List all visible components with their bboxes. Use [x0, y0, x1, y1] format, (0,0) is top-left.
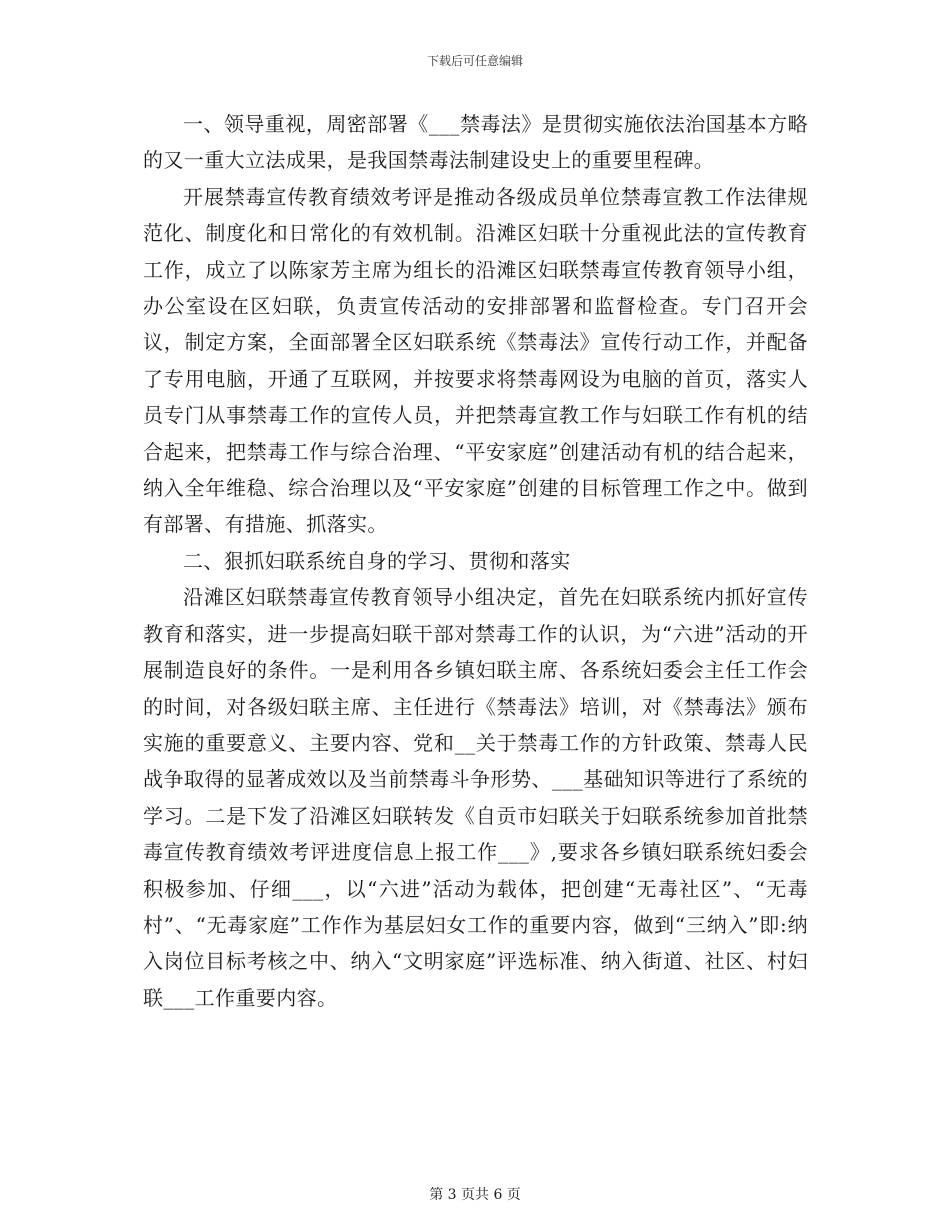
- paragraph-section-two-heading: 二、狠抓妇联系统自身的学习、贯彻和落实: [183, 548, 571, 573]
- document-body: [143, 106, 808, 1016]
- paragraph-internal-study: 沿滩区妇联禁毒宣传教育领导小组决定，首先在妇联系统内抓好宣传教育和落实，进一步提高妇联干部对禁毒工作的认识，为“六进”活动的开展制造良好的条件。一是利用各乡镇妇联主席、各系统妇委会主任工作会的时间，对各级妇联主席、主任进行《禁毒法》培训，对《禁毒法》颁布实施的重要意义、主要内容、党和__关于禁毒工作的方针政策、禁毒人民战争取得的显著成效以及当前禁毒斗争形势、___基础知识等进行了系统的学习。二是下发了沿滩区妇联转发《自贡市妇联关于妇联系统参加首批禁毒宣传教育绩效考评进度信息上报工作___》,要求各乡镇妇联系统妇委会积极参加、仔细___，以“六进”活动为载体，把创建“无毒社区”、“无毒村”、“无毒家庭”工作作为基层妇女工作的重要内容，做到“三纳入”即:纳入岗位目标考核之中、纳入“文明家庭”评选标准、纳入街道、社区、村妇联___工作重要内容。: [143, 585, 808, 1010]
- page-number: 第 3 页共 6 页: [429, 1187, 521, 1203]
- page-header-note: 下载后可任意编辑: [426, 54, 523, 68]
- paragraph-section-one-heading: 一、领导重视，周密部署《___禁毒法》是贯彻实施依法治国基本方略的又一重大立法成果，是我国禁毒法制建设史上的重要里程碑。: [143, 112, 808, 173]
- paragraph-assessment-mechanism: 开展禁毒宣传教育绩效考评是推动各级成员单位禁毒宣教工作法律规范化、制度化和日常化的有效机制。沿滩区妇联十分重视此法的宣传教育工作，成立了以陈家芳主席为组长的沿滩区妇联禁毒宣传教育领导小组，办公室设在区妇联，负责宣传活动的安排部署和监督检查。专门召开会议，制定方案，全面部署全区妇联系统《禁毒法》宣传行动工作，并配备了专用电脑，开通了互联网，并按要求将禁毒网设为电脑的首页，落实人员专门从事禁毒工作的宣传人员，并把禁毒宣教工作与妇联工作有机的结合起来，把禁毒工作与综合治理、“平安家庭”创建活动有机的结合起来，纳入全年维稳、综合治理以及“平安家庭”创建的目标管理工作之中。做到有部署、有措施、抓落实。: [143, 184, 808, 537]
